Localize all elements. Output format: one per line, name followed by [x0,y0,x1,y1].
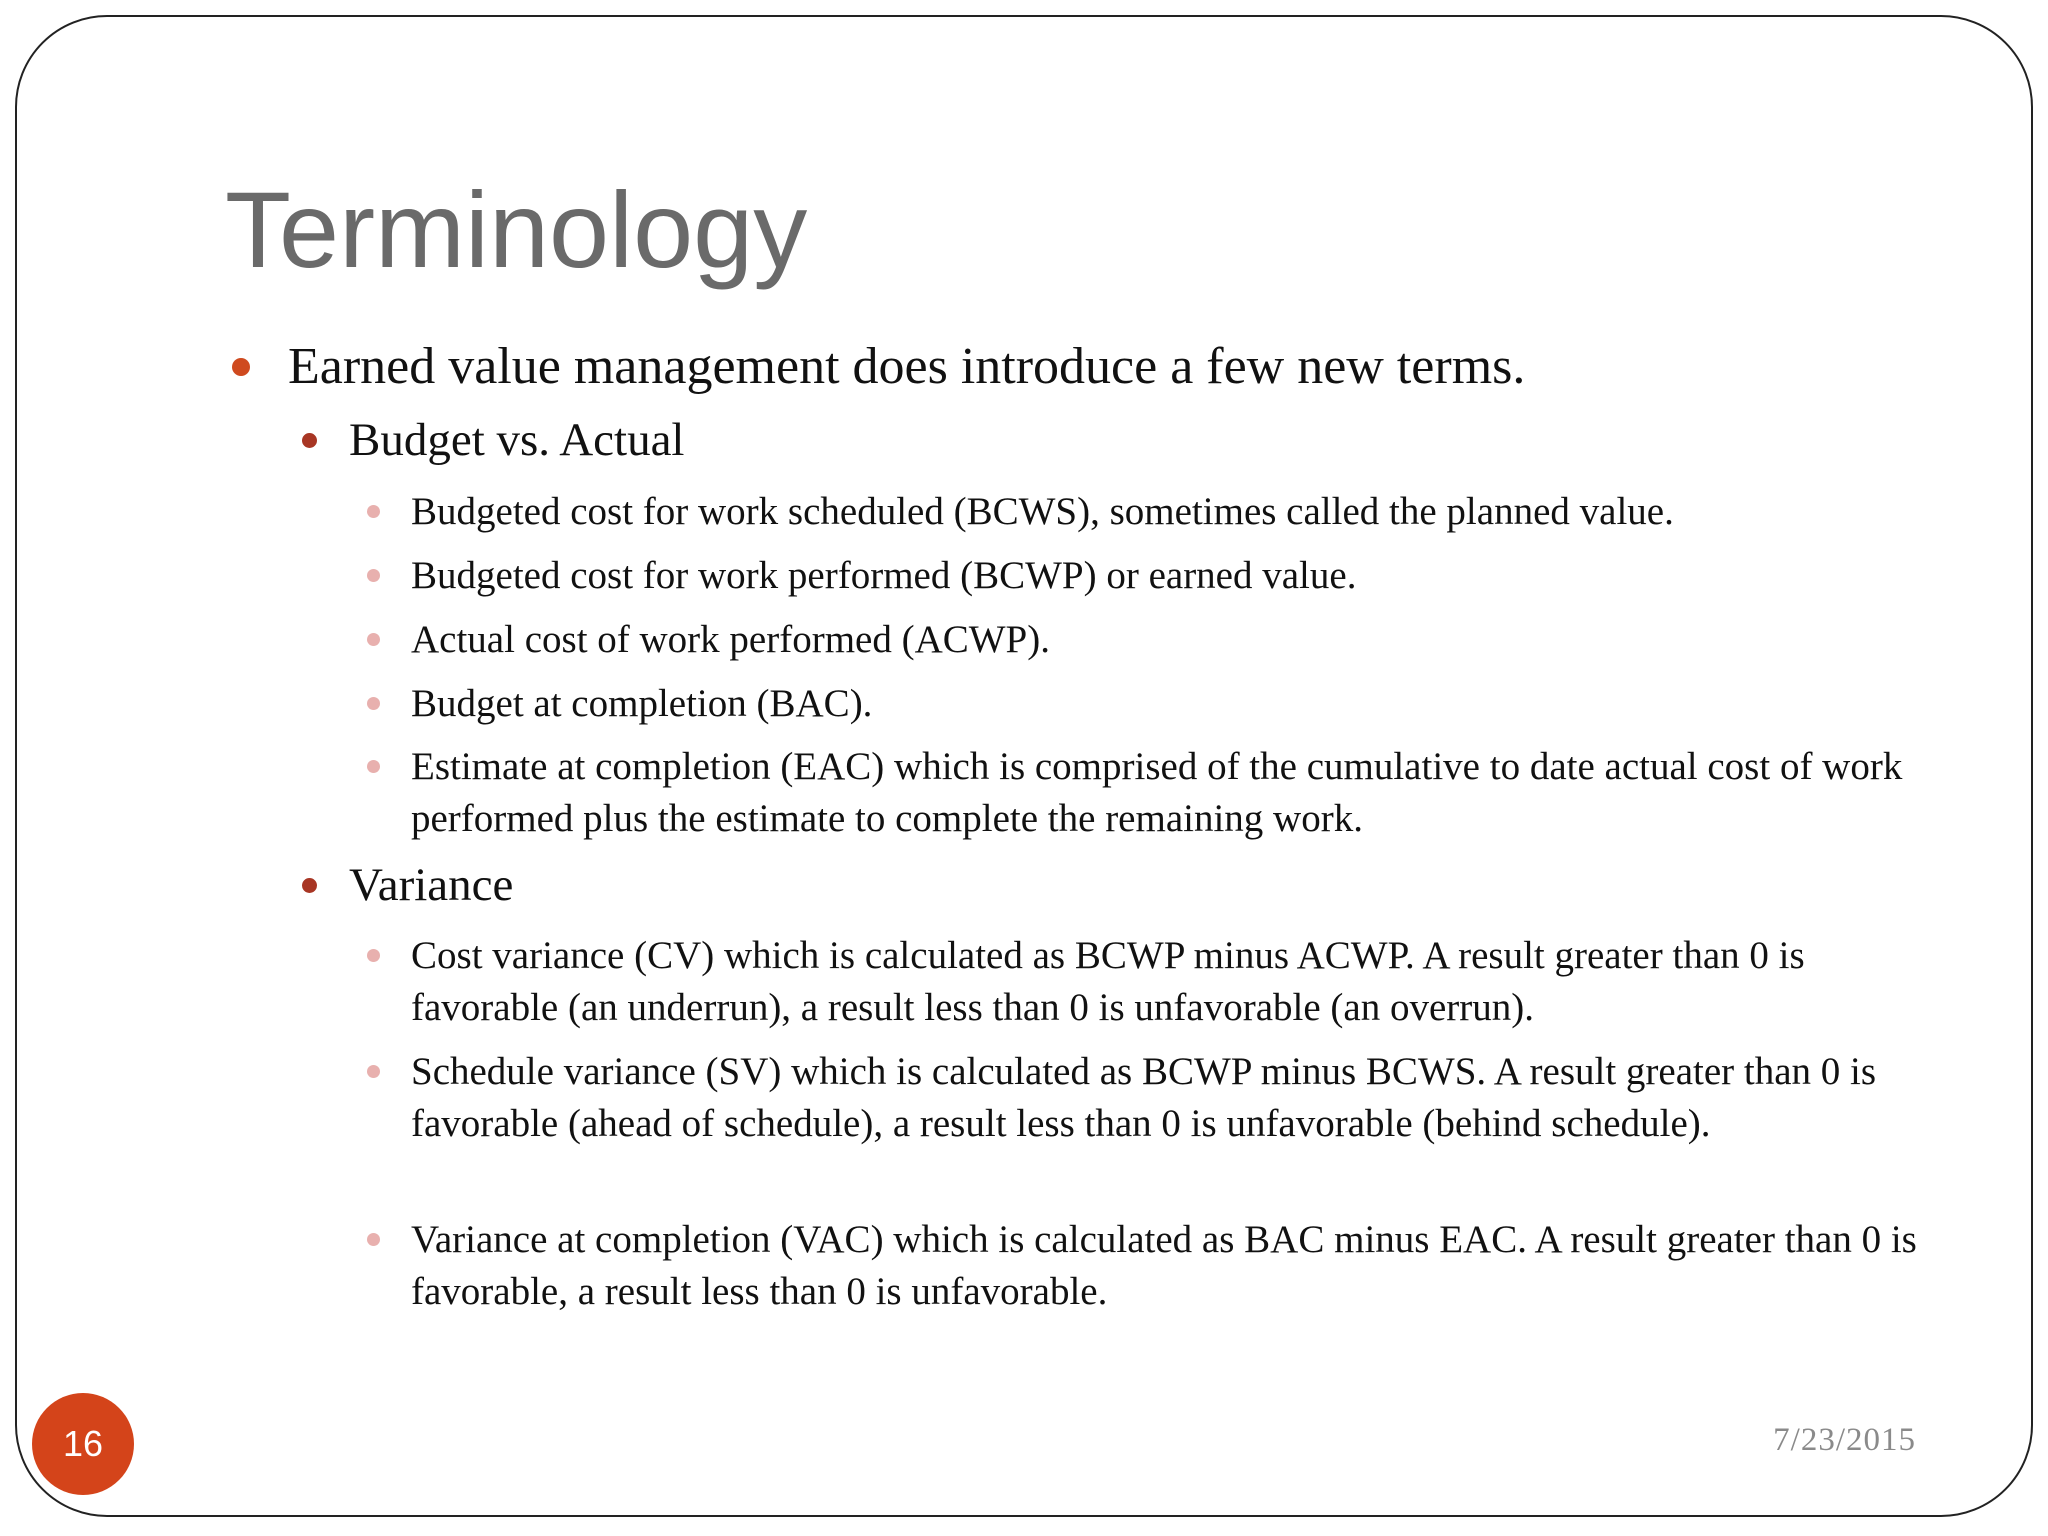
bullet-dot-icon [367,633,380,646]
list-item [411,614,1931,666]
bullet-dot-icon [232,358,250,376]
section-heading-budget [349,410,685,470]
bullet-dot-icon [367,1233,380,1246]
slide-title: Terminology [225,169,808,290]
bullet-dot-icon [367,1065,380,1078]
section-heading-variance [349,855,513,915]
list-item [411,678,1931,730]
list-item-text: Variance at completion (VAC) which is calculated as BAC minus EAC. A result greater than 0 is favorable, a result less than 0 is unfavorable. [411,1218,1917,1313]
section-heading-text: Variance [349,859,514,911]
list-item [411,1046,1931,1150]
list-item [411,741,1931,845]
list-item [411,550,1931,602]
list-item-text: Budgeted cost for work performed (BCWP) or earned value. [411,554,1357,597]
list-item-text: Budget at completion (BAC). [411,682,873,725]
bullet-dot-icon [367,505,380,518]
list-item [411,930,1931,1034]
bullet-dot-icon [367,760,380,773]
list-item-text: Actual cost of work performed (ACWP). [411,618,1050,661]
bullet-dot-icon [302,433,317,448]
bullet-dot-icon [367,949,380,962]
list-item-text: Budgeted cost for work scheduled (BCWS), sometimes called the planned value. [411,490,1674,533]
list-item-text: Cost variance (CV) which is calculated as BCWP minus ACWP. A result greater than 0 is favorable (an underrun), a result less than 0 is unfavorable (an overrun). [411,934,1805,1029]
list-item-text: Estimate at completion (EAC) which is comprised of the cumulative to date actual cost of work performed plus the estimate to complete the remaining work. [411,745,1903,840]
list-item [411,486,1931,538]
slide-number-badge: 16 [32,1393,134,1495]
slide-date: 7/23/2015 [1773,1422,1916,1458]
bullet-dot-icon [367,697,380,710]
list-item [411,1214,1931,1318]
intro-text: Earned value management does introduce a few new terms. [288,338,1526,395]
section-heading-text: Budget vs. Actual [349,414,685,466]
intro-bullet [288,335,1988,399]
bullet-dot-icon [302,878,317,893]
bullet-dot-icon [367,569,380,582]
list-item-text: Schedule variance (SV) which is calculated as BCWP minus BCWS. A result greater than 0 is favorable (ahead of schedule), a result less than 0 is unfavorable (behind schedule). [411,1050,1877,1145]
